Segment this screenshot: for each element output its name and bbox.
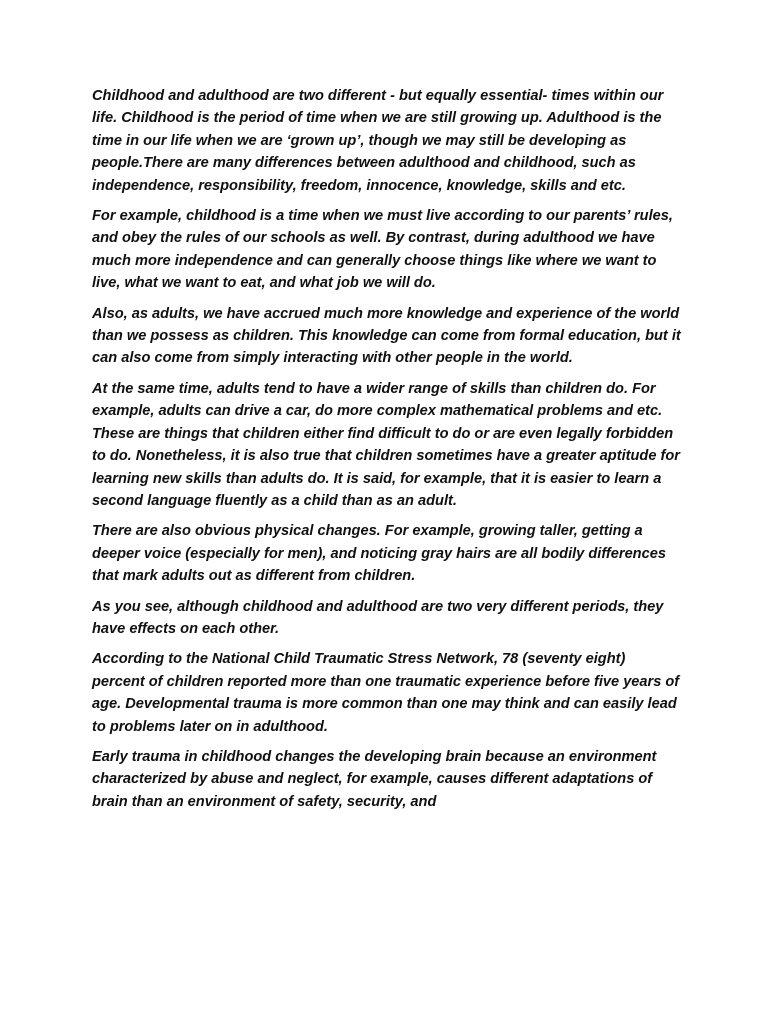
paragraph-1: Childhood and adulthood are two different - but equally essential- times within our life. Childhood is the period of time when we are still growing up. Adulthood is the time in our life when we are ‘grown up’, though we may still be developing as people.There are many differences between adulthood and childhood, such as independence, responsibility, freedom, innocence, knowledge, skills and etc.: [92, 88, 664, 194]
paragraph-5: There are also obvious physical changes. For example, growing taller, getting a deeper voice (especially for men), and noticing gray hairs are all bodily differences that mark adults out as different from children.: [92, 523, 666, 585]
paragraph-3: Also, as adults, we have accrued much more knowledge and experience of the world than we possess as children. This knowledge can come from formal education, but it can also come from simply interacting with other people in the world.: [92, 305, 681, 367]
paragraph-4: At the same time, adults tend to have a wider range of skills than children do. For example, adults can drive a car, do more complex mathematical problems and etc. These are things that children either find difficult to do or are even legally forbidden to do. Nonetheless, it is also true that children sometimes have a greater aptitude for learning new skills than adults do. It is said, for example, that it is easier to learn a second language fluently as a child than as an adult.: [92, 380, 680, 509]
document-body: [92, 85, 682, 821]
paragraph-8: Early trauma in childhood changes the developing brain because an environment characterized by abuse and neglect, for example, causes different adaptations of brain than an environment of safety, security, and: [92, 748, 657, 810]
paragraph-2: For example, childhood is a time when we must live according to our parents’ rules, and obey the rules of our schools as well. By contrast, during adulthood we have much more independence and can generally choose things like where we want to live, what we want to eat, and what job we will do.: [92, 208, 673, 292]
paragraph-7: According to the National Child Traumatic Stress Network, 78 (seventy eight) percent of children reported more than one traumatic experience before five years of age. Developmental trauma is more common than one may think and can easily lead to problems later on in adulthood.: [92, 651, 680, 735]
paragraph-6: As you see, although childhood and adulthood are two very different periods, they have effects on each other.: [92, 598, 664, 637]
